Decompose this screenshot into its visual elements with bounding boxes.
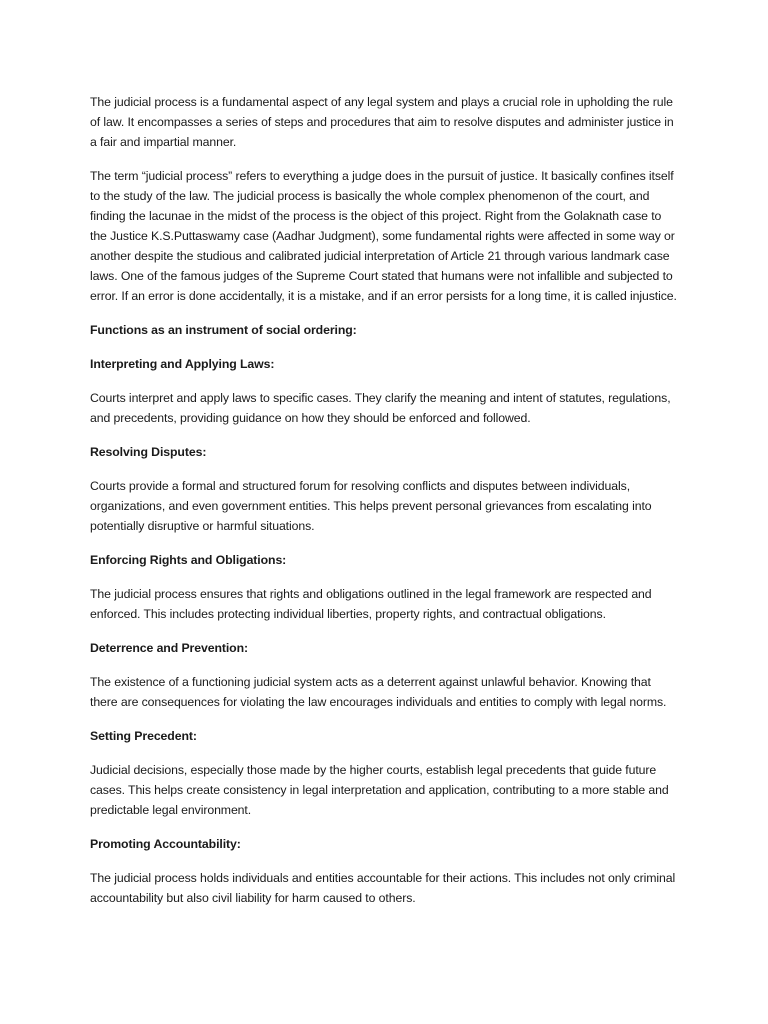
- section-body-deterrence: The existence of a functioning judicial system acts as a deterrent against unlawful behavior. Knowing that there are consequences for violating the law encourages individuals and entities to comply with legal norms.: [90, 675, 667, 709]
- section-body-enforcing: The judicial process ensures that rights and obligations outlined in the legal framework are respected and enforced. This includes protecting individual liberties, property rights, and contractual obligations.: [90, 587, 652, 621]
- section-heading-resolving: Resolving Disputes:: [90, 445, 207, 459]
- section-heading-enforcing: Enforcing Rights and Obligations:: [90, 553, 287, 567]
- section-heading-interpreting: Interpreting and Applying Laws:: [90, 357, 275, 371]
- section-body-resolving: Courts provide a formal and structured forum for resolving conflicts and disputes between individuals, organizations, and even government entities. This helps prevent personal grievances from escalating into potentially disruptive or harmful situations.: [90, 479, 652, 533]
- intro-paragraph-1: The judicial process is a fundamental aspect of any legal system and plays a crucial role in upholding the rule of law. It encompasses a series of steps and procedures that aim to resolve disputes and administer justice in a fair and impartial manner.: [90, 95, 674, 149]
- section-heading-accountability: Promoting Accountability:: [90, 837, 241, 851]
- section-body-interpreting: Courts interpret and apply laws to specific cases. They clarify the meaning and intent of statutes, regulations, and precedents, providing guidance on how they should be enforced and followed.: [90, 391, 671, 425]
- main-heading: Functions as an instrument of social ordering:: [90, 323, 357, 337]
- section-body-accountability: The judicial process holds individuals and entities accountable for their actions. This includes not only criminal accountability but also civil liability for harm caused to others.: [90, 871, 676, 905]
- document-page: [90, 92, 680, 922]
- section-heading-precedent: Setting Precedent:: [90, 729, 197, 743]
- section-heading-deterrence: Deterrence and Prevention:: [90, 641, 248, 655]
- intro-paragraph-2: The term “judicial process” refers to everything a judge does in the pursuit of justice. It basically confines itself to the study of the law. The judicial process is basically the whole complex phenomenon of the court, and finding the lacunae in the midst of the process is the object of this project. Right from the Golaknath case to the Justice K.S.Puttaswamy case (Aadhar Judgment), some fundamental rights were affected in some way or another despite the studious and calibrated judicial interpretation of Article 21 through various landmark case laws. One of the famous judges of the Supreme Court stated that humans were not infallible and subjected to error. If an error is done accidentally, it is a mistake, and if an error persists for a long time, it is called injustice.: [90, 169, 677, 303]
- section-body-precedent: Judicial decisions, especially those made by the higher courts, establish legal precedents that guide future cases. This helps create consistency in legal interpretation and application, contributing to a more stable and predictable legal environment.: [90, 763, 669, 817]
